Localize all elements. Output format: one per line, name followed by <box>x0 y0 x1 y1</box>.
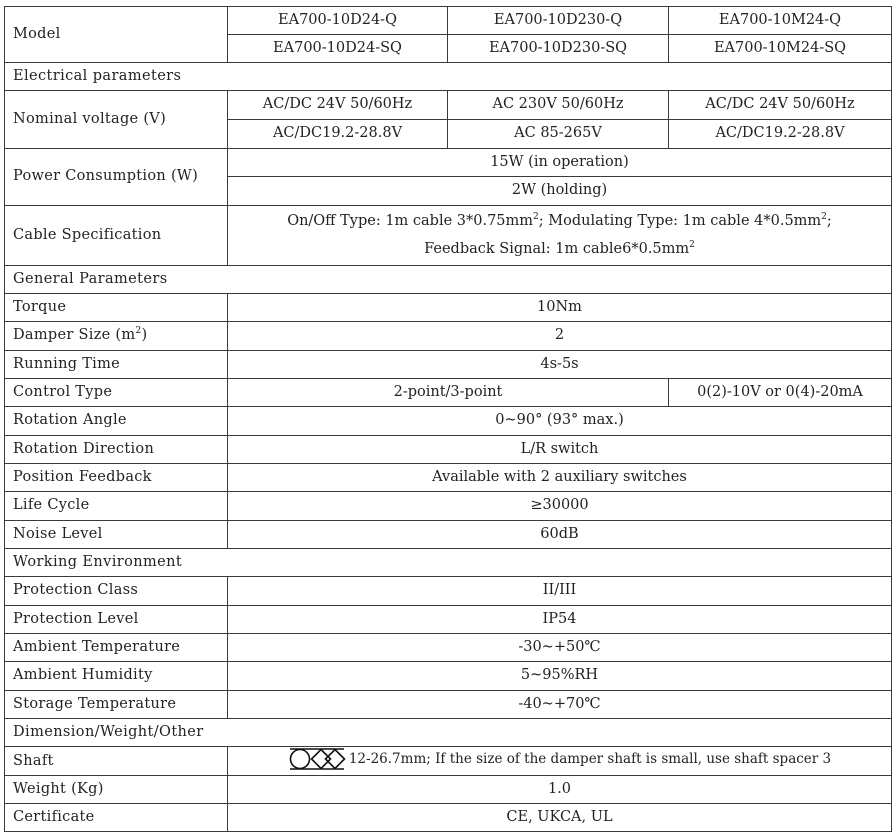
humidity-value: 5~95%RH <box>228 662 892 691</box>
table-row <box>5 407 892 436</box>
torque-label: Torque <box>5 294 228 322</box>
section-electrical: Electrical parameters <box>5 63 892 91</box>
life-value: ≥30000 <box>228 492 892 521</box>
model-cell: EA700-10M24-SQ <box>669 35 892 63</box>
control-value-b: 0(2)-10V or 0(4)-20mA <box>669 379 892 407</box>
voltage-label: Nominal voltage (V) <box>5 91 228 149</box>
torque-value: 10Nm <box>228 294 892 322</box>
voltage-row <box>5 91 892 120</box>
direction-value: L/R switch <box>228 436 892 464</box>
table-row <box>5 492 892 521</box>
table-row <box>5 577 892 606</box>
storage-temp-label: Storage Temperature <box>5 691 228 719</box>
control-value-a: 2-point/3-point <box>228 379 669 407</box>
damper-value: 2 <box>228 322 892 351</box>
model-cell: EA700-10D24-SQ <box>228 35 448 63</box>
angle-value: 0~90° (93° max.) <box>228 407 892 436</box>
cable-label: Cable Specification <box>5 206 228 266</box>
life-label: Life Cycle <box>5 492 228 521</box>
voltage-cell: AC/DC 24V 50/60Hz <box>228 91 448 120</box>
protection-level-label: Protection Level <box>5 606 228 634</box>
cable-spec <box>228 206 892 266</box>
table-row <box>5 606 892 634</box>
shaft-shape-icon <box>288 747 346 771</box>
table-row <box>5 521 892 549</box>
shaft-text: 12-26.7mm; If the size of the damper shaft is small, use shaft spacer 3 <box>348 750 832 767</box>
model-cell: EA700-10D230-Q <box>448 7 669 35</box>
section-general: General Parameters <box>5 266 892 294</box>
cable-row <box>5 206 892 266</box>
weight-value: 1.0 <box>228 776 892 804</box>
voltage-cell: AC/DC 24V 50/60Hz <box>669 91 892 120</box>
humidity-label: Ambient Humidity <box>5 662 228 691</box>
table-row <box>5 747 892 776</box>
table-row <box>5 322 892 351</box>
noise-value: 60dB <box>228 521 892 549</box>
control-label: Control Type <box>5 379 228 407</box>
angle-label: Rotation Angle <box>5 407 228 436</box>
weight-label: Weight (Kg) <box>5 776 228 804</box>
table-row <box>5 464 892 492</box>
voltage-cell: AC/DC19.2-28.8V <box>228 120 448 149</box>
table-row <box>5 351 892 379</box>
voltage-cell: AC/DC19.2-28.8V <box>669 120 892 149</box>
voltage-cell: AC 85-265V <box>448 120 669 149</box>
noise-label: Noise Level <box>5 521 228 549</box>
protection-level-value: IP54 <box>228 606 892 634</box>
model-cell: EA700-10D24-Q <box>228 7 448 35</box>
table-row <box>5 691 892 719</box>
table-row <box>5 776 892 804</box>
protection-class-label: Protection Class <box>5 577 228 606</box>
power-row <box>5 149 892 177</box>
power-holding: 2W (holding) <box>228 177 892 206</box>
section-row <box>5 266 892 294</box>
voltage-cell: AC 230V 50/60Hz <box>448 91 669 120</box>
section-environment: Working Environment <box>5 549 892 577</box>
cable-line-1: On/Off Type: 1m cable $3*0.75mm^2$; Modulating Type: 1m cable $4*0.5mm^2$; <box>287 212 832 229</box>
table-row <box>5 379 892 407</box>
section-row <box>5 63 892 91</box>
table-row <box>5 804 892 832</box>
model-cell: EA700-10D230-SQ <box>448 35 669 63</box>
table-row <box>5 634 892 662</box>
section-other: Dimension/Weight/Other <box>5 719 892 747</box>
feedback-label: Position Feedback <box>5 464 228 492</box>
feedback-value: Available with 2 auxiliary switches <box>228 464 892 492</box>
protection-class-value: II/III <box>228 577 892 606</box>
certificate-label: Certificate <box>5 804 228 832</box>
ambient-temp-value: -30~+50℃ <box>228 634 892 662</box>
table-row <box>5 294 892 322</box>
certificate-value: CE, UKCA, UL <box>228 804 892 832</box>
running-label: Running Time <box>5 351 228 379</box>
damper-label: Damper Size $(m^2)$ <box>5 322 228 351</box>
table-row <box>5 436 892 464</box>
shaft-label: Shaft <box>5 747 228 776</box>
storage-temp-value: -40~+70℃ <box>228 691 892 719</box>
power-label: Power Consumption (W) <box>5 149 228 206</box>
model-row <box>5 7 892 35</box>
section-row <box>5 719 892 747</box>
spec-table <box>4 6 892 832</box>
model-cell: EA700-10M24-Q <box>669 7 892 35</box>
power-operation: 15W (in operation) <box>228 149 892 177</box>
running-value: 4s-5s <box>228 351 892 379</box>
direction-label: Rotation Direction <box>5 436 228 464</box>
shaft-value <box>228 747 892 776</box>
section-row <box>5 549 892 577</box>
ambient-temp-label: Ambient Temperature <box>5 634 228 662</box>
table-row <box>5 662 892 691</box>
model-label: Model <box>5 7 228 63</box>
cable-line-2: Feedback Signal: 1m $cable6*0.5mm^2$ <box>424 239 695 257</box>
